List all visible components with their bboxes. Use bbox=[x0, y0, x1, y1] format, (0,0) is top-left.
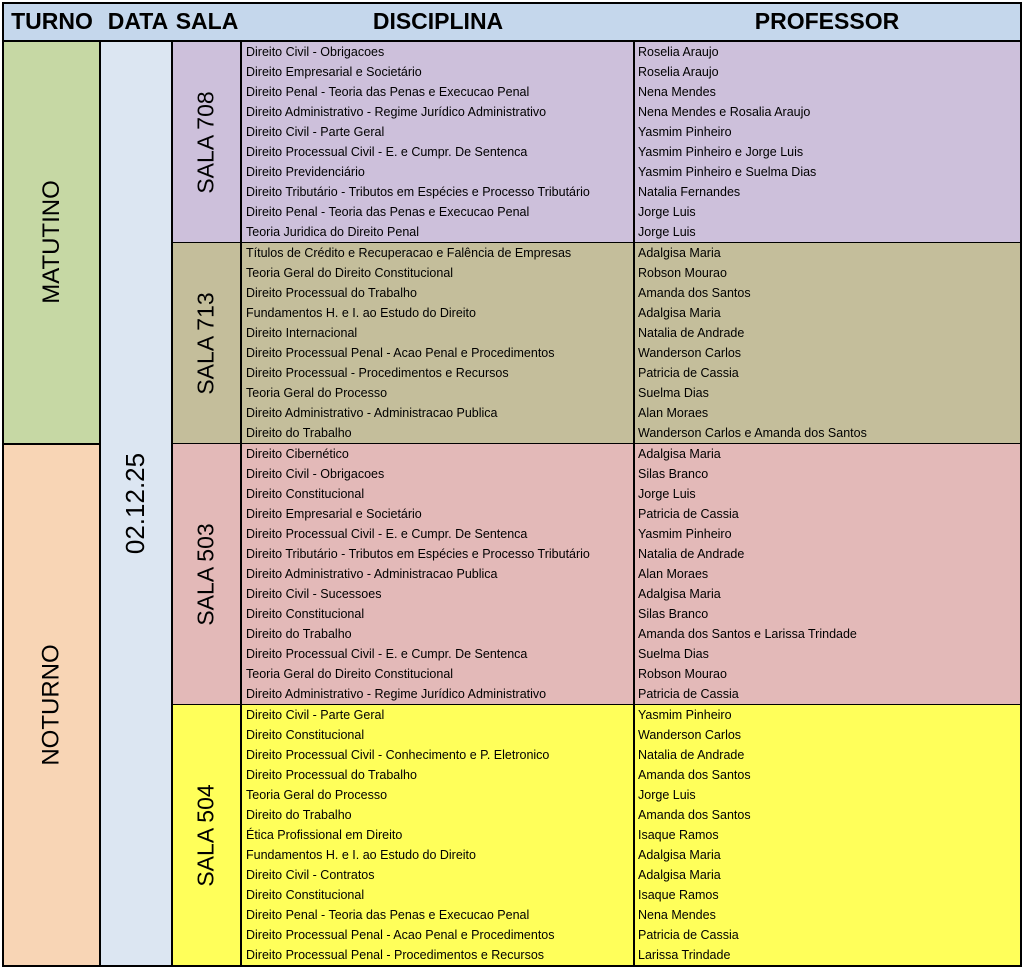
professor-cell: Nena Mendes bbox=[638, 85, 716, 99]
header-disciplina: DISCIPLINA bbox=[242, 3, 634, 40]
professor-cell: Roselia Araujo bbox=[638, 65, 719, 79]
room-label-cell bbox=[172, 705, 240, 965]
border-left bbox=[2, 2, 4, 967]
disciplina-cell: Direito Constitucional bbox=[246, 728, 365, 742]
disciplina-cell: Direito Constitucional bbox=[246, 487, 365, 501]
disciplina-cell: Títulos de Crédito e Recuperacao e Falência de Empresas bbox=[246, 246, 572, 260]
header-professor: PROFESSOR bbox=[634, 3, 1020, 40]
disciplina-cell: Direito Processual Civil - Conhecimento e P. Eletronico bbox=[246, 748, 550, 762]
border-sala-disciplina bbox=[240, 40, 242, 967]
disciplina-cell: Fundamentos H. e I. ao Estudo do Direito bbox=[246, 306, 476, 320]
disciplina-cell: Direito Processual Penal - Acao Penal e Procedimentos bbox=[246, 346, 555, 360]
professor-cell: Amanda dos Santos e Larissa Trindade bbox=[638, 627, 857, 641]
professor-cell: Roselia Araujo bbox=[638, 45, 719, 59]
header-sala: SALA bbox=[172, 3, 242, 40]
header-data: DATA bbox=[100, 3, 176, 40]
professor-cell: Amanda dos Santos bbox=[638, 808, 751, 822]
professor-cell: Wanderson Carlos e Amanda dos Santos bbox=[638, 426, 867, 440]
professor-cell: Silas Branco bbox=[638, 607, 709, 621]
disciplina-cell: Direito Civil - Obrigacoes bbox=[246, 45, 385, 59]
professor-cell: Patricia de Cassia bbox=[638, 507, 739, 521]
border-disciplina-professor bbox=[633, 40, 635, 967]
professor-cell: Robson Mourao bbox=[638, 266, 727, 280]
professor-cell: Isaque Ramos bbox=[638, 888, 719, 902]
disciplina-cell: Direito do Trabalho bbox=[246, 426, 352, 440]
professor-cell: Patricia de Cassia bbox=[638, 687, 739, 701]
disciplina-cell: Direito Administrativo - Administracao Publica bbox=[246, 406, 498, 420]
date-cell bbox=[100, 41, 172, 966]
disciplina-cell: Direito Processual Civil - E. e Cumpr. De Sentenca bbox=[246, 647, 528, 661]
disciplina-cell: Direito Administrativo - Regime Jurídico Administrativo bbox=[246, 105, 547, 119]
professor-cell: Adalgisa Maria bbox=[638, 587, 721, 601]
disciplina-cell: Direito Previdenciário bbox=[246, 165, 365, 179]
disciplina-cell: Direito Processual Penal - Acao Penal e Procedimentos bbox=[246, 928, 555, 942]
disciplina-cell: Teoria Geral do Direito Constitucional bbox=[246, 266, 454, 280]
professor-cell: Natalia de Andrade bbox=[638, 547, 745, 561]
disciplina-cell: Ética Profissional em Direito bbox=[246, 828, 403, 842]
professor-cell: Larissa Trindade bbox=[638, 948, 731, 962]
room-label-cell bbox=[172, 444, 240, 704]
professor-cell: Amanda dos Santos bbox=[638, 768, 751, 782]
disciplina-cell: Direito Constitucional bbox=[246, 888, 365, 902]
room-label-cell bbox=[172, 243, 240, 443]
disciplina-cell: Direito do Trabalho bbox=[246, 808, 352, 822]
disciplina-cell: Direito Penal - Teoria das Penas e Execucao Penal bbox=[246, 85, 530, 99]
professor-cell: Amanda dos Santos bbox=[638, 286, 751, 300]
disciplina-cell: Direito Penal - Teoria das Penas e Execucao Penal bbox=[246, 908, 530, 922]
header-turno: TURNO bbox=[4, 3, 100, 40]
disciplina-cell: Direito Civil - Obrigacoes bbox=[246, 467, 385, 481]
professor-cell: Adalgisa Maria bbox=[638, 868, 721, 882]
professor-cell: Yasmim Pinheiro bbox=[638, 708, 732, 722]
disciplina-cell: Direito Civil - Sucessoes bbox=[246, 587, 382, 601]
disciplina-cell: Direito Processual do Trabalho bbox=[246, 768, 417, 782]
professor-cell: Yasmim Pinheiro bbox=[638, 125, 732, 139]
disciplina-cell: Teoria Geral do Processo bbox=[246, 386, 388, 400]
disciplina-cell: Direito Processual Civil - E. e Cumpr. De Sentenca bbox=[246, 145, 528, 159]
disciplina-cell: Direito Empresarial e Societário bbox=[246, 65, 422, 79]
shift-matutino-cell bbox=[4, 41, 100, 443]
border-bottom bbox=[2, 965, 1022, 967]
disciplina-cell: Direito Administrativo - Regime Jurídico Administrativo bbox=[246, 687, 547, 701]
professor-cell: Patricia de Cassia bbox=[638, 928, 739, 942]
disciplina-cell: Direito Empresarial e Societário bbox=[246, 507, 422, 521]
disciplina-cell: Direito Cibernético bbox=[246, 447, 349, 461]
room-label-cell bbox=[172, 42, 240, 242]
professor-cell: Alan Moraes bbox=[638, 406, 709, 420]
room-label: SALA 713 bbox=[192, 291, 219, 395]
professor-cell: Natalia de Andrade bbox=[638, 326, 745, 340]
professor-cell: Nena Mendes e Rosalia Araujo bbox=[638, 105, 811, 119]
disciplina-cell: Teoria Geral do Direito Constitucional bbox=[246, 667, 454, 681]
room-label: SALA 504 bbox=[192, 783, 219, 887]
border-data-sala bbox=[171, 40, 173, 967]
disciplina-cell: Direito Constitucional bbox=[246, 607, 365, 621]
disciplina-cell: Teoria Juridica do Direito Penal bbox=[246, 225, 420, 239]
professor-cell: Nena Mendes bbox=[638, 908, 716, 922]
professor-cell: Adalgisa Maria bbox=[638, 246, 721, 260]
disciplina-cell: Direito Tributário - Tributos em Espécies e Processo Tributário bbox=[246, 185, 590, 199]
disciplina-cell: Direito Civil - Parte Geral bbox=[246, 125, 385, 139]
professor-cell: Isaque Ramos bbox=[638, 828, 719, 842]
professor-cell: Jorge Luis bbox=[638, 487, 696, 501]
disciplina-cell: Direito Penal - Teoria das Penas e Execucao Penal bbox=[246, 205, 530, 219]
disciplina-cell: Direito Processual Penal - Procedimentos e Recursos bbox=[246, 948, 545, 962]
professor-cell: Natalia de Andrade bbox=[638, 748, 745, 762]
room-label: SALA 708 bbox=[192, 90, 219, 194]
shift-noturno-label: NOTURNO bbox=[38, 644, 66, 766]
professor-cell: Yasmim Pinheiro bbox=[638, 527, 732, 541]
date-label: 02.12.25 bbox=[120, 452, 151, 555]
disciplina-cell: Teoria Geral do Processo bbox=[246, 788, 388, 802]
shift-matutino-label: MATUTINO bbox=[38, 180, 66, 304]
room-label: SALA 503 bbox=[192, 522, 219, 626]
border-top bbox=[2, 2, 1022, 4]
professor-cell: Adalgisa Maria bbox=[638, 447, 721, 461]
professor-cell: Natalia Fernandes bbox=[638, 185, 741, 199]
disciplina-cell: Direito Processual - Procedimentos e Recursos bbox=[246, 366, 509, 380]
disciplina-cell: Direito Civil - Contratos bbox=[246, 868, 375, 882]
professor-cell: Alan Moraes bbox=[638, 567, 709, 581]
professor-cell: Robson Mourao bbox=[638, 667, 727, 681]
border-right bbox=[1020, 2, 1022, 967]
disciplina-cell: Direito Civil - Parte Geral bbox=[246, 708, 385, 722]
border-turno-data bbox=[99, 40, 101, 967]
professor-cell: Wanderson Carlos bbox=[638, 346, 742, 360]
disciplina-cell: Direito Administrativo - Administracao Publica bbox=[246, 567, 498, 581]
professor-cell: Patricia de Cassia bbox=[638, 366, 739, 380]
professor-cell: Jorge Luis bbox=[638, 205, 696, 219]
professor-cell: Adalgisa Maria bbox=[638, 306, 721, 320]
disciplina-cell: Direito Internacional bbox=[246, 326, 358, 340]
disciplina-cell: Direito Tributário - Tributos em Espécies e Processo Tributário bbox=[246, 547, 590, 561]
border-shift-divider bbox=[2, 443, 100, 445]
border-header-bottom bbox=[2, 40, 1022, 42]
disciplina-cell: Direito Processual do Trabalho bbox=[246, 286, 417, 300]
disciplina-cell: Direito Processual Civil - E. e Cumpr. De Sentenca bbox=[246, 527, 528, 541]
professor-cell: Silas Branco bbox=[638, 467, 709, 481]
shift-noturno-cell bbox=[4, 444, 100, 966]
professor-cell: Jorge Luis bbox=[638, 788, 696, 802]
professor-cell: Yasmim Pinheiro e Jorge Luis bbox=[638, 145, 804, 159]
professor-cell: Suelma Dias bbox=[638, 647, 709, 661]
professor-cell: Adalgisa Maria bbox=[638, 848, 721, 862]
disciplina-cell: Fundamentos H. e I. ao Estudo do Direito bbox=[246, 848, 476, 862]
professor-cell: Suelma Dias bbox=[638, 386, 709, 400]
professor-cell: Yasmim Pinheiro e Suelma Dias bbox=[638, 165, 817, 179]
professor-cell: Wanderson Carlos bbox=[638, 728, 742, 742]
professor-cell: Jorge Luis bbox=[638, 225, 696, 239]
disciplina-cell: Direito do Trabalho bbox=[246, 627, 352, 641]
